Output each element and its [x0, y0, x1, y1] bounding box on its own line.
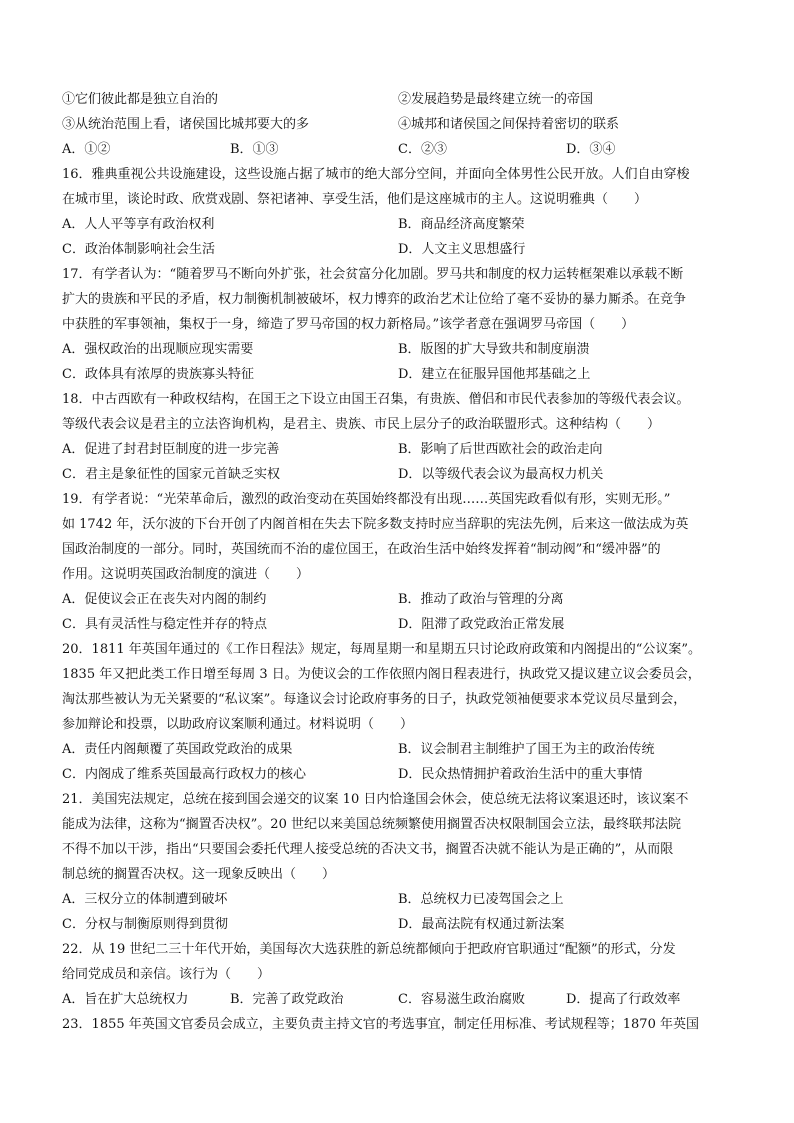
q22-option-c: C．容易滋生政治腐败 [398, 992, 525, 1007]
q20-option-d: D．民众热情拥护着政治生活中的重大事情 [398, 767, 643, 782]
q20-stem-line-2: 1835 年又把此类工作日增至每周 3 日。为使议会的工作依照内阁日程表进行，执政党又提议建立议会委员会， [62, 667, 701, 682]
q19-stem-line-1: 19．有学者说：“光荣革命后，激烈的政治变动在英国始终都没有出现……英国宪政看似有形，实则无形。” [62, 492, 671, 507]
q19-option-c: C．具有灵活性与稳定性并存的特点 [62, 617, 267, 632]
q17-stem-line-1: 17．有学者认为：“随着罗马不断向外扩张，社会贫富分化加剧。罗马共和制度的权力运转框架难以承载不断 [62, 267, 684, 282]
q17-option-a: A．强权政治的出现顺应现实需要 [62, 342, 254, 357]
q15-option-d: D．③④ [566, 142, 616, 157]
q21-stem-line-3: 不得不加以干涉，指出“只要国会委托代理人接受总统的否决文书，搁置否决就不能认为是正确的”，从而限 [62, 842, 674, 857]
q22-option-d: D．提高了行政效率 [566, 992, 681, 1007]
q20-options-row-2 [62, 766, 742, 784]
q19-option-a: A．促使议会正在丧失对内阁的制约 [62, 592, 267, 607]
q19-options-row-1 [62, 591, 742, 609]
q16-option-c: C．政治体制影响社会生活 [62, 242, 215, 257]
q17-option-c: C．政体具有浓厚的贵族寡头特征 [62, 367, 254, 382]
q18-stem-line-1: 18．中古西欧有一种政权结构，在国王之下设立由国王召集，有贵族、僧侣和市民代表参加的等级代表会议。 [62, 392, 690, 407]
q15-statements-row-1 [62, 91, 742, 109]
q15-statement-3: ③从统治范围上看，诸侯国比城邦要大的多 [62, 117, 310, 132]
q16-stem-line-1: 16．雅典重视公共设施建设，这些设施占据了城市的绝大部分空间，并面向全体男性公民开放。人们自由穿梭 [62, 167, 690, 182]
q20-option-b: B．议会制君主制维护了国王为主的政治传统 [398, 742, 655, 757]
q15-statement-4: ④城邦和诸侯国之间保持着密切的联系 [398, 117, 620, 132]
q17-options-row-1 [62, 341, 742, 359]
q22-option-a: A．旨在扩大总统权力 [62, 992, 189, 1007]
q21-option-d: D．最高法院有权通过新法案 [398, 917, 565, 932]
q22-option-b: B．完善了政党政治 [230, 992, 344, 1007]
q15-statements-row-2 [62, 116, 742, 134]
q16-stem-line-2: 在城市里，谈论时政、欣赏戏剧、祭祀诸神、享受生活，他们是这座城市的主人。这说明雅典（ ） [62, 192, 648, 207]
q16-options-row-1 [62, 216, 742, 234]
q20-stem-line-1: 20．1811 年英国年通过的《工作日程法》规定，每周星期一和星期五只讨论政府政策和内阁提出的“公议案”。 [62, 642, 702, 657]
q19-option-b: B．推动了政治与管理的分离 [398, 592, 564, 607]
q18-stem-line-2: 等级代表会议是君主的立法咨询机构，是君主、贵族、市民上层分子的政治联盟形式。这种结构（ ） [62, 417, 661, 432]
q18-option-d: D．以等级代表会议为最高权力机关 [398, 467, 604, 482]
q15-options-row [62, 141, 742, 159]
q21-options-row-2 [62, 916, 742, 934]
q21-stem-line-2: 能成为法律，这称为“搁置否决权”。20 世纪以来美国总统频繁使用搁置否决权限制国会立法，最终联邦法院 [62, 817, 681, 832]
q18-option-b: B．影响了后世西欧社会的政治走向 [398, 442, 603, 457]
q17-options-row-2 [62, 366, 742, 384]
q17-stem-line-2: 扩大的贵族和平民的矛盾，权力制衡机制被破坏，权力博弈的政治艺术让位给了毫不妥协的暴力厮杀。在竞争 [62, 292, 687, 307]
q20-option-c: C．内阁成了维系英国最高行政权力的核心 [62, 767, 306, 782]
q21-option-b: B．总统权力已凌驾国会之上 [398, 892, 564, 907]
q20-options-row-1 [62, 741, 742, 759]
q21-option-c: C．分权与制衡原则得到贯彻 [62, 917, 228, 932]
q19-stem-line-2: 如 1742 年，沃尔波的下台开创了内阁首相在失去下院多数支持时应当辞职的宪法先例，后来这一做法成为英 [62, 517, 689, 532]
q20-stem-line-4: 参加辩论和投票，以助政府议案顺利通过。材料说明（ ） [62, 717, 414, 732]
q21-option-a: A．三权分立的体制遭到破坏 [62, 892, 228, 907]
q21-stem-line-4: 制总统的搁置否决权。这一现象反映出（ ） [62, 867, 336, 882]
q17-option-d: D．建立在征服异国他邦基础之上 [398, 367, 591, 382]
q15-statement-1: ①它们彼此都是独立自治的 [62, 92, 219, 107]
q19-option-d: D．阻滞了政党政治正常发展 [398, 617, 565, 632]
q15-option-b: B．①③ [230, 142, 279, 157]
q18-options-row-2 [62, 466, 742, 484]
q15-option-a: A．①② [62, 142, 111, 157]
q16-option-d: D．人文主义思想盛行 [398, 242, 526, 257]
q22-stem-line-2: 给同党成员和亲信。该行为（ ） [62, 967, 271, 982]
q23-stem-line-1: 23．1855 年英国文官委员会成立，主要负责主持文官的考选事宜，制定任用标准、考试规程等；1870 年英国 [62, 1017, 699, 1032]
q15-option-c: C．②③ [398, 142, 447, 157]
q21-stem-line-1: 21．美国宪法规定，总统在接到国会递交的议案 10 日内恰逢国会休会，使总统无法将议案退还时，该议案不 [62, 792, 689, 807]
q17-stem-line-3: 中获胜的军事领袖，集权于一身，缔造了罗马帝国的权力新格局。”该学者意在强调罗马帝国（ ） [62, 317, 635, 332]
q21-options-row-1 [62, 891, 742, 909]
q16-option-b: B．商品经济高度繁荣 [398, 217, 525, 232]
q16-option-a: A．人人平等享有政治权利 [62, 217, 215, 232]
q22-options-row [62, 991, 742, 1009]
q18-option-a: A．促进了封君封臣制度的进一步完善 [62, 442, 280, 457]
q19-options-row-2 [62, 616, 742, 634]
q17-option-b: B．版图的扩大导致共和制度崩溃 [398, 342, 590, 357]
q18-options-row-1 [62, 441, 742, 459]
q22-stem-line-1: 22．从 19 世纪二三十年代开始，美国每次大选获胜的新总统都倾向于把政府官职通过“配额”的形式，分发 [62, 942, 676, 957]
q19-stem-line-4: 作用。这说明英国政治制度的演进（ ） [62, 567, 310, 582]
q20-option-a: A．责任内阁颠覆了英国政党政治的成果 [62, 742, 293, 757]
q20-stem-line-3: 淘汰那些被认为无关紧要的“私议案”。每逢议会讨论政府事务的日子，执政党领袖便要求本党议员尽量到会， [62, 692, 687, 707]
q15-statement-2: ②发展趋势是最终建立统一的帝国 [398, 92, 594, 107]
q18-option-c: C．君主是象征性的国家元首缺乏实权 [62, 467, 280, 482]
q19-stem-line-3: 国政治制度的一部分。同时，英国统而不治的虚位国王，在政治生活中始终发挥着“制动阀”和“缓冲器”的 [62, 542, 661, 557]
q16-options-row-2 [62, 241, 742, 259]
